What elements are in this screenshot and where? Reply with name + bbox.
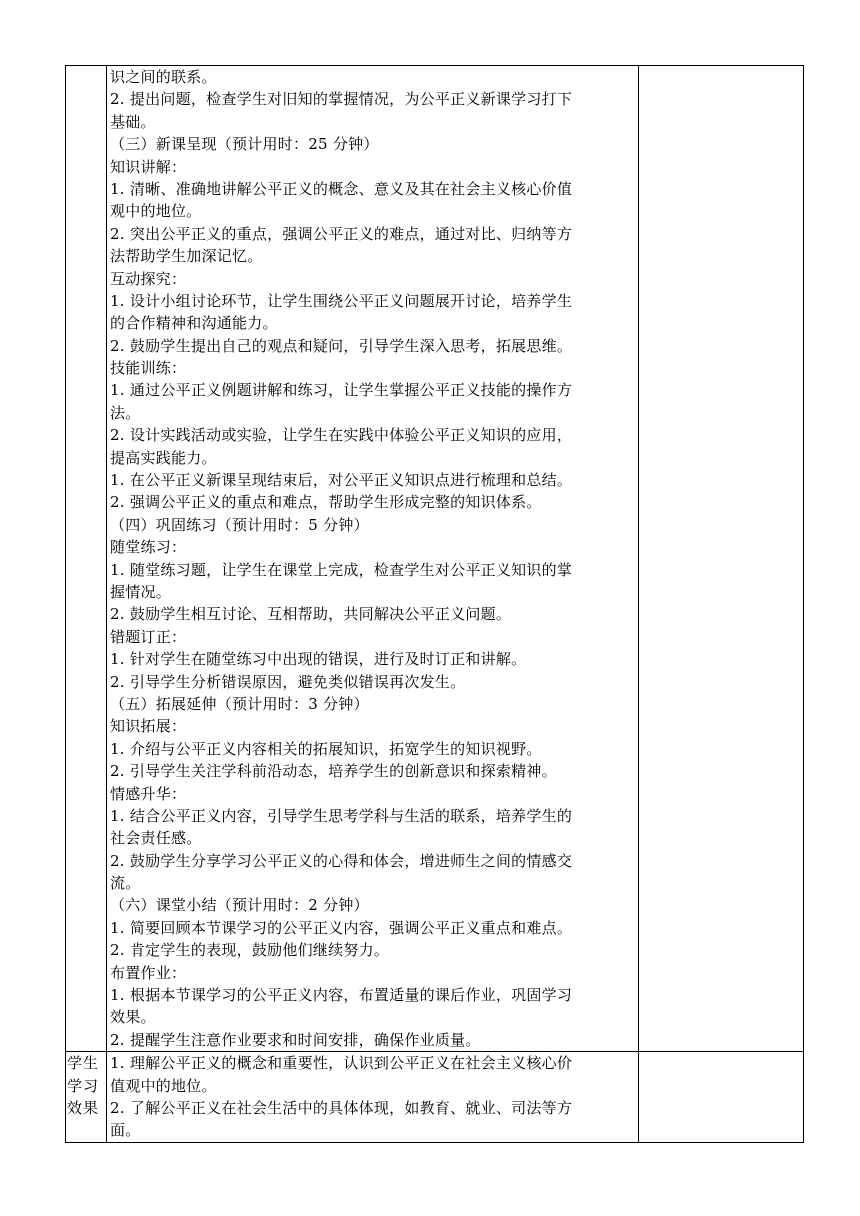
text-line: 流。 bbox=[110, 874, 141, 893]
text-line: 效果 bbox=[67, 1098, 100, 1117]
text-line: 1. 根据本节课学习的公平正义内容，布置适量的课后作业，巩固学习 bbox=[110, 986, 573, 1005]
row-label-cell bbox=[66, 1052, 107, 1143]
text-line: 1. 简要回顾本节课学习的公平正义内容，强调公平正义重点和难点。 bbox=[110, 918, 573, 937]
text-line: 情感升华： bbox=[110, 784, 187, 803]
content-text bbox=[107, 1052, 638, 1142]
text-line: 2. 引导学生分析错误原因，避免类似错误再次发生。 bbox=[110, 672, 466, 691]
text-line: 2. 引导学生关注学科前沿动态，培养学生的创新意识和探索精神。 bbox=[110, 762, 557, 781]
text-line: 2. 肯定学生的表现，鼓励他们继续努力。 bbox=[110, 941, 390, 960]
content-cell bbox=[107, 66, 639, 1052]
text-line: 1. 清晰、准确地讲解公平正义的概念、意义及其在社会主义核心价值 bbox=[110, 179, 573, 198]
text-line: 2. 提出问题，检查学生对旧知的掌握情况，为公平正义新课学习打下 bbox=[110, 90, 573, 109]
text-line: 技能训练： bbox=[110, 359, 187, 378]
text-line: （四）巩固练习（预计用时：5 分钟） bbox=[110, 515, 369, 534]
text-line: 随堂练习： bbox=[110, 538, 187, 557]
lesson-plan-table bbox=[65, 65, 804, 1143]
text-line: 握情况。 bbox=[110, 582, 172, 601]
text-line: 2. 鼓励学生提出自己的观点和疑问，引导学生深入思考，拓展思维。 bbox=[110, 336, 573, 355]
text-line: 观中的地位。 bbox=[110, 202, 202, 221]
text-line: 互动探究： bbox=[110, 269, 187, 288]
text-line: 1. 通过公平正义例题讲解和练习，让学生掌握公平正义技能的操作方 bbox=[110, 381, 573, 400]
text-line: 1. 随堂练习题，让学生在课堂上完成，检查学生对公平正义知识的掌 bbox=[110, 560, 573, 579]
text-line: 1. 针对学生在随堂练习中出现的错误，进行及时订正和讲解。 bbox=[110, 650, 527, 669]
text-line: （三）新课呈现（预计用时：25 分钟） bbox=[110, 135, 379, 154]
text-line: 1. 在公平正义新课呈现结束后，对公平正义知识点进行梳理和总结。 bbox=[110, 471, 573, 490]
text-line: 1. 结合公平正义内容，引导学生思考学科与生活的联系，培养学生的 bbox=[110, 806, 573, 825]
notes-cell bbox=[639, 1052, 804, 1143]
row-label-learning-effect bbox=[66, 1052, 106, 1119]
text-line: 效果。 bbox=[110, 1008, 156, 1027]
text-line: 面。 bbox=[110, 1121, 141, 1140]
text-line: （六）课堂小结（预计用时：2 分钟） bbox=[110, 896, 369, 915]
text-line: 值观中的地位。 bbox=[110, 1076, 217, 1095]
text-line: （五）拓展延伸（预计用时：3 分钟） bbox=[110, 694, 369, 713]
text-line: 2. 设计实践活动或实验，让学生在实践中体验公平正义知识的应用， bbox=[110, 426, 573, 445]
text-line: 2. 鼓励学生分享学习公平正义的心得和体会，增进师生之间的情感交 bbox=[110, 851, 573, 870]
text-line: 错题订正： bbox=[110, 627, 187, 646]
table-row-teaching-process bbox=[66, 66, 804, 1052]
text-line: 1. 介绍与公平正义内容相关的拓展知识，拓宽学生的知识视野。 bbox=[110, 739, 542, 758]
row-label-cell bbox=[66, 66, 107, 1052]
content-text bbox=[107, 66, 638, 1051]
text-line: 法。 bbox=[110, 403, 141, 422]
text-line: 识之间的联系。 bbox=[110, 68, 217, 86]
text-line: 2. 突出公平正义的重点，强调公平正义的难点，通过对比、归纳等方 bbox=[110, 224, 573, 243]
table-row-learning-effect bbox=[66, 1052, 804, 1143]
text-line: 2. 了解公平正义在社会生活中的具体体现，如教育、就业、司法等方 bbox=[110, 1098, 573, 1117]
text-line: 基础。 bbox=[110, 112, 156, 131]
text-line: 提高实践能力。 bbox=[110, 448, 217, 467]
text-line: 2. 鼓励学生相互讨论、互相帮助，共同解决公平正义问题。 bbox=[110, 605, 512, 624]
text-line: 2. 提醒学生注意作业要求和时间安排，确保作业质量。 bbox=[110, 1030, 481, 1049]
text-line: 1. 设计小组讨论环节，让学生围绕公平正义问题展开讨论，培养学生 bbox=[110, 291, 573, 310]
text-line: 1. 理解公平正义的概念和重要性，认识到公平正义在社会主义核心价 bbox=[110, 1054, 573, 1073]
text-line: 2. 强调公平正义的重点和难点，帮助学生形成完整的知识体系。 bbox=[110, 493, 542, 512]
text-line: 布置作业： bbox=[110, 963, 187, 982]
text-line: 知识拓展： bbox=[110, 717, 187, 736]
text-line: 社会责任感。 bbox=[110, 829, 202, 848]
notes-cell bbox=[639, 66, 804, 1052]
text-line: 知识讲解： bbox=[110, 157, 187, 176]
text-line: 学生 bbox=[67, 1054, 100, 1073]
content-cell bbox=[107, 1052, 639, 1143]
text-line: 法帮助学生加深记忆。 bbox=[110, 247, 263, 266]
text-line: 学习 bbox=[67, 1076, 100, 1095]
text-line: 的合作精神和沟通能力。 bbox=[110, 314, 278, 333]
